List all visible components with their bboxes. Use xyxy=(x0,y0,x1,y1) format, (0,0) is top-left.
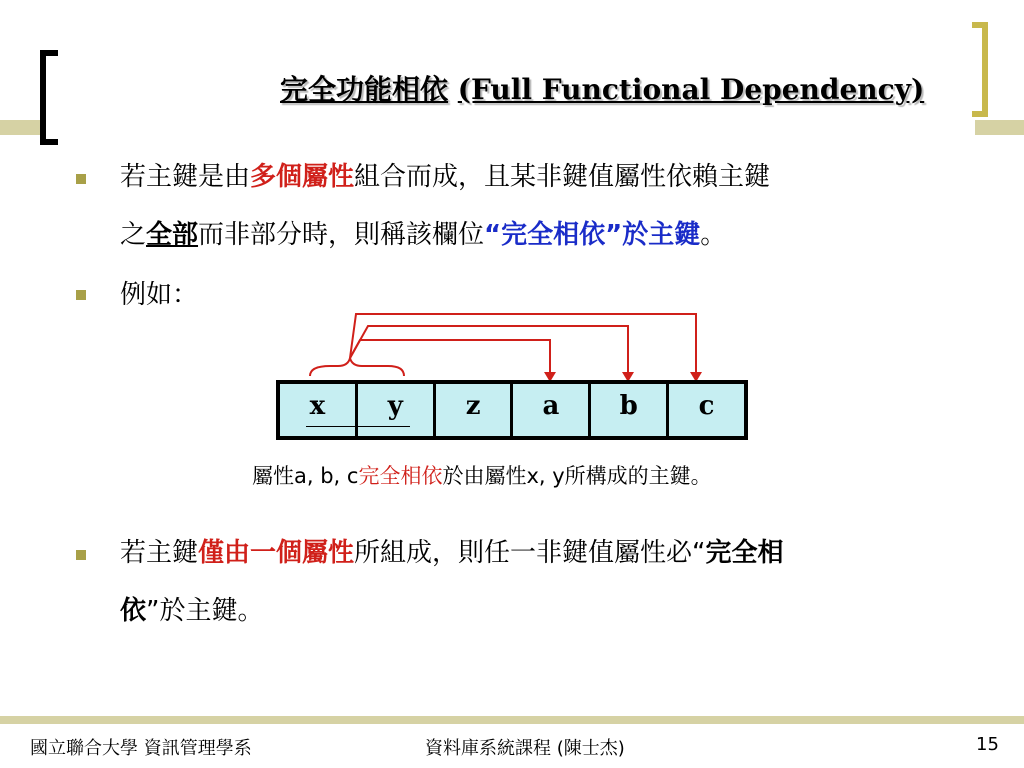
caption-part: 屬性a, b, c xyxy=(252,464,359,488)
b3-emph-single-attr: 僅由一個屬性 xyxy=(198,538,355,568)
arrow-to-a xyxy=(350,340,550,378)
caption-highlight: 完全相依 xyxy=(358,464,443,488)
attr-cell-c: c xyxy=(698,391,715,421)
footer-department: 國立聯合大學 資訊管理學系 xyxy=(30,738,252,759)
bullet-text-2: 例如： xyxy=(120,280,199,310)
b1-emph-full-dependency: “完全相依”於主鍵 xyxy=(484,220,701,250)
arrow-to-c xyxy=(350,314,696,378)
b3-part: ”於主鍵。 xyxy=(146,596,264,626)
bullet-marker-3 xyxy=(76,550,86,560)
b1-emph-all: 全部 xyxy=(146,220,199,250)
b3-part: 若主鍵 xyxy=(120,538,199,568)
title-bracket-left xyxy=(40,50,58,145)
b1-part: 而非部分時，則稱該欄位 xyxy=(198,220,485,250)
b3-emph-full: 完全相 xyxy=(705,538,784,568)
slide-title xyxy=(280,68,924,108)
b3-emph-dep: 依 xyxy=(120,596,147,626)
bullet-marker-1 xyxy=(76,174,86,184)
bullet-text-3 xyxy=(120,524,990,640)
title-band-right xyxy=(975,120,1024,135)
key-brace xyxy=(310,358,404,376)
attr-cell-a: a xyxy=(513,384,591,436)
title-band-left xyxy=(0,120,40,135)
footer-band xyxy=(0,716,1024,724)
arrow-to-b xyxy=(350,326,628,378)
attr-cell-x: x xyxy=(280,384,358,436)
b1-emph-multi-attr: 多個屬性 xyxy=(250,162,355,192)
page-number: 15 xyxy=(976,734,999,755)
title-bracket-right xyxy=(972,22,988,117)
bullet-text-1 xyxy=(120,148,980,264)
key-underline xyxy=(306,426,410,427)
attr-cell-b: b xyxy=(591,384,669,436)
title-en: (Full Functional Dependency) xyxy=(457,73,925,106)
b3-part: 所組成，則任一非鍵值屬性必“ xyxy=(354,538,706,568)
attribute-table xyxy=(276,380,748,440)
diagram-caption xyxy=(252,460,712,490)
footer-course: 資料庫系統課程 (陳士杰) xyxy=(425,738,625,759)
b1-part: 之 xyxy=(120,220,147,250)
caption-part: 於由屬性x, y所構成的主鍵。 xyxy=(442,464,712,488)
attr-cell-y: y xyxy=(358,384,436,436)
attr-cell-z: z xyxy=(436,384,514,436)
title-zh: 完全功能相依 xyxy=(280,73,449,106)
bullet-marker-2 xyxy=(76,290,86,300)
b1-part: 組合而成，且某非鍵值屬性依賴主鍵 xyxy=(354,162,771,192)
b1-part: 。 xyxy=(700,220,727,250)
b1-part: 若主鍵是由 xyxy=(120,162,251,192)
dependency-arrows xyxy=(270,300,710,390)
